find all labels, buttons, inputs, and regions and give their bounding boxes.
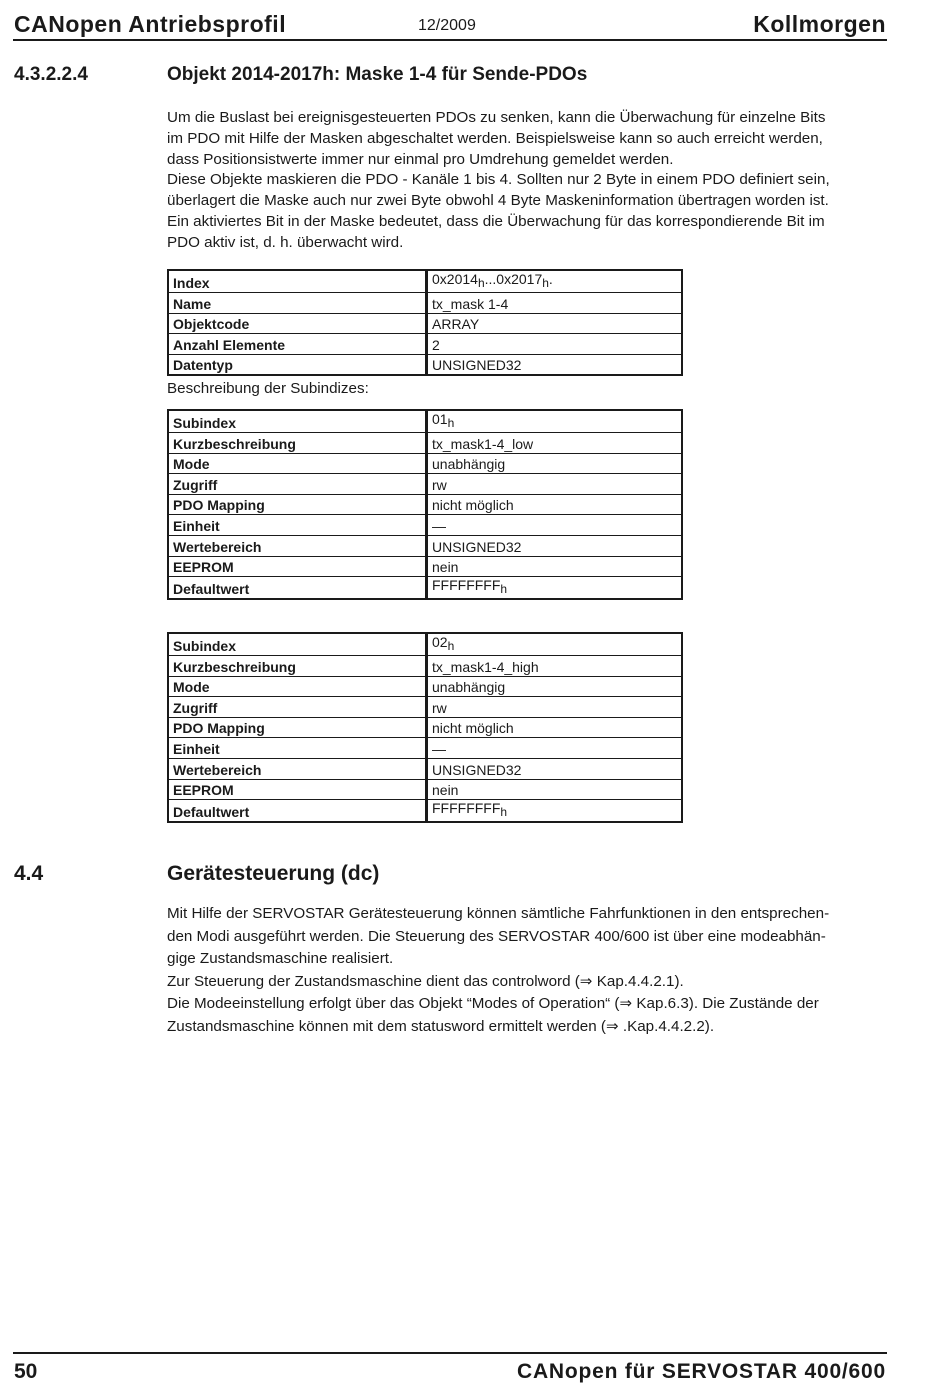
table-row <box>168 717 682 738</box>
header-date: 12/2009 <box>418 17 476 34</box>
table-key: Wertebereich <box>168 758 427 779</box>
text-line: dass Positionsistwerte immer nur einmal pro Umdrehung gemeldet werden. <box>167 150 674 168</box>
section-title: Objekt 2014-2017h: Maske 1-4 für Sende-PDOs <box>167 64 588 85</box>
table-key: Datentyp <box>168 354 427 375</box>
table-key: Wertebereich <box>168 535 427 556</box>
table-row <box>168 453 682 474</box>
table-row <box>168 293 682 314</box>
table-value: unabhängig <box>427 453 683 474</box>
table-key: Einheit <box>168 738 427 759</box>
table-row <box>168 577 682 600</box>
table-value: — <box>427 738 683 759</box>
subindex-caption: Beschreibung der Subindizes: <box>167 380 369 397</box>
table-value: unabhängig <box>427 676 683 697</box>
text-line: den Modi ausgeführt werden. Die Steuerung des SERVOSTAR 400/600 ist über eine modeabhän- <box>167 927 826 945</box>
table-key: Defaultwert <box>168 577 427 600</box>
table-row <box>168 410 682 433</box>
table-row <box>168 676 682 697</box>
table-key: Subindex <box>168 633 427 656</box>
table-row <box>168 758 682 779</box>
text-line: im PDO mit Hilfe der Masken abgeschaltet werden. Beispielsweise kann so auch erreicht werden, <box>167 129 823 147</box>
text-line: Ein aktiviertes Bit in der Maske bedeutet, dass die Überwachung für das korrespondierende Bit im <box>167 212 825 230</box>
subindex-01-table <box>167 409 683 600</box>
table-row <box>168 633 682 656</box>
text-line: Diese Objekte maskieren die PDO - Kanäle 1 bis 4. Sollten nur 2 Byte in einem PDO definiert sein, <box>167 171 830 189</box>
table-key: Subindex <box>168 410 427 433</box>
text-line: überlagert die Maske auch nur zwei Byte obwohl 4 Byte Maskeninformation übertragen worden ist. <box>167 192 829 210</box>
table-key: PDO Mapping <box>168 717 427 738</box>
table-row <box>168 556 682 577</box>
table-key: Objektcode <box>168 313 427 334</box>
table-row <box>168 515 682 536</box>
page-number: 50 <box>14 1360 38 1383</box>
header-company: Kollmorgen <box>753 11 886 37</box>
table-row <box>168 494 682 515</box>
table-value: UNSIGNED32 <box>427 535 683 556</box>
text-line: Zur Steuerung der Zustandsmaschine dient das controlword (⇒ Kap.4.4.2.1). <box>167 972 684 990</box>
table-row <box>168 800 682 823</box>
table-value: nein <box>427 779 683 800</box>
table-key: Mode <box>168 676 427 697</box>
section-number: 4.3.2.2.4 <box>14 64 88 85</box>
table-value: 02h <box>427 633 683 656</box>
table-value: 0x2014h...0x2017h. <box>427 270 683 293</box>
table-value: — <box>427 515 683 536</box>
page-header <box>14 10 886 40</box>
table-value: FFFFFFFFh <box>427 800 683 823</box>
table-row <box>168 779 682 800</box>
table-row <box>168 354 682 375</box>
table-value: rw <box>427 697 683 718</box>
table-key: Zugriff <box>168 697 427 718</box>
footer-rule <box>13 1352 887 1354</box>
text-line: gige Zustandsmaschine realisiert. <box>167 950 394 967</box>
table-key: Zugriff <box>168 474 427 495</box>
section-intro-text <box>167 108 887 254</box>
table-row <box>168 656 682 677</box>
text-line: PDO aktiv ist, d. h. überwacht wird. <box>167 233 404 251</box>
text-line: Die Modeeinstellung erfolgt über das Objekt “Modes of Operation“ (⇒ Kap.6.3). Die Zustände der <box>167 995 819 1012</box>
table-value: tx_mask1-4_high <box>427 656 683 677</box>
table-key: EEPROM <box>168 779 427 800</box>
page-footer <box>14 1360 886 1388</box>
table-row <box>168 738 682 759</box>
table-row <box>168 535 682 556</box>
table-key: Mode <box>168 453 427 474</box>
table-row <box>168 474 682 495</box>
table-row <box>168 334 682 355</box>
table-value: 01h <box>427 410 683 433</box>
table-value: nein <box>427 556 683 577</box>
subindex-02-table <box>167 632 683 823</box>
table-key: Index <box>168 270 427 293</box>
table-row <box>168 270 682 293</box>
section-title: Gerätesteuerung (dc) <box>167 862 380 885</box>
table-value: rw <box>427 474 683 495</box>
table-value: nicht möglich <box>427 494 683 515</box>
table-key: Kurzbeschreibung <box>168 433 427 454</box>
table-value: nicht möglich <box>427 717 683 738</box>
table-key: Name <box>168 293 427 314</box>
table-value: UNSIGNED32 <box>427 758 683 779</box>
table-row <box>168 433 682 454</box>
table-value: 2 <box>427 334 683 355</box>
text-line: Um die Buslast bei ereignisgesteuerten PDOs zu senken, kann die Überwachung für einzelne Bits <box>167 109 826 126</box>
header-rule <box>13 39 887 41</box>
header-doc-title: CANopen Antriebsprofil <box>14 11 287 37</box>
table-value: ARRAY <box>427 313 683 334</box>
table-value: tx_mask 1-4 <box>427 293 683 314</box>
table-row <box>168 313 682 334</box>
table-key: Defaultwert <box>168 800 427 823</box>
section-body-text <box>167 903 887 1038</box>
table-key: Einheit <box>168 515 427 536</box>
table-value: FFFFFFFFh <box>427 577 683 600</box>
footer-doc-title: CANopen für SERVOSTAR 400/600 <box>516 1360 886 1383</box>
object-table <box>167 269 683 376</box>
table-key: Kurzbeschreibung <box>168 656 427 677</box>
text-line: Mit Hilfe der SERVOSTAR Gerätesteuerung können sämtliche Fahrfunktionen in den entsprechen- <box>167 905 830 922</box>
table-value: UNSIGNED32 <box>427 354 683 375</box>
table-row <box>168 697 682 718</box>
table-key: PDO Mapping <box>168 494 427 515</box>
table-key: EEPROM <box>168 556 427 577</box>
table-key: Anzahl Elemente <box>168 334 427 355</box>
text-line: Zustandsmaschine können mit dem statusword ermittelt werden (⇒ .Kap.4.4.2.2). <box>167 1017 715 1035</box>
section-number: 4.4 <box>14 862 44 885</box>
table-value: tx_mask1-4_low <box>427 433 683 454</box>
